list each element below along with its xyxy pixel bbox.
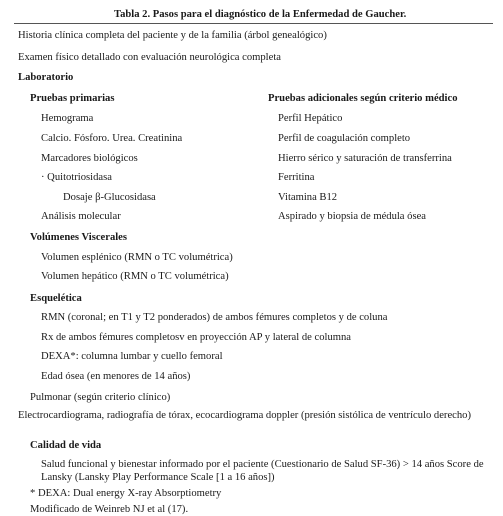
esqueletica-heading: Esquelética (30, 293, 82, 304)
esqueletica-item: Edad ósea (en menores de 14 años) (41, 371, 191, 382)
historia-row: Historia clínica completa del paciente y de la familia (árbol genealógico) (18, 30, 327, 41)
table-2-frame (14, 5, 493, 515)
table-title: Tabla 2. Pasos para el diagnóstico de la Enfermedad de Gaucher. (114, 9, 407, 20)
adicionales-heading: Pruebas adicionales según criterio médico (268, 93, 458, 104)
esqueletica-item: DEXA*: columna lumbar y cuello femoral (41, 351, 223, 362)
calidad-text: Salud funcional y bienestar informado por el paciente (Cuestionario de Salud SF-36) > 14 años Score de Lansky (Lansky Play Performance Scale [1 a 16 años]) (41, 459, 484, 483)
esqueletica-item: Rx de ambos fémures completosv en proyección AP y lateral de columna (41, 332, 351, 343)
dexa-footnote: * DEXA: Dual energy X-ray Absorptiometry (30, 488, 222, 499)
primarias-item: Calcio. Fósforo. Urea. Creatinina (41, 133, 183, 144)
laboratorio-heading: Laboratorio (18, 72, 74, 83)
adicionales-item: Ferritina (278, 172, 315, 183)
top-rule (14, 23, 493, 24)
adicionales-item: Perfil de coagulación completo (278, 133, 411, 144)
electro-row: Electrocardiograma, radiografía de tórax, ecocardiograma doppler (presión sistólica de ventrículo derecho) (18, 410, 471, 421)
primarias-item: Análisis molecular (41, 211, 121, 222)
pulmonar-row: Pulmonar (según criterio clínico) (30, 392, 171, 403)
examen-row: Examen físico detallado con evaluación neurológica completa (18, 52, 281, 63)
adicionales-item: Aspirado y biopsia de médula ósea (278, 211, 426, 222)
primarias-item: Marcadores biológicos (41, 153, 138, 164)
source-note: Modificado de Weinreb NJ et al (17). (30, 504, 189, 515)
primarias-heading: Pruebas primarias (30, 93, 115, 104)
adicionales-item: Perfil Hepático (278, 113, 343, 124)
volumenes-heading: Volúmenes Viscerales (30, 232, 128, 243)
adicionales-item: Vitamina B12 (278, 192, 338, 203)
calidad-heading: Calidad de vida (30, 440, 102, 451)
esqueletica-item: RMN (coronal; en T1 y T2 ponderados) de ambos fémures completos y de coluna (41, 312, 388, 323)
adicionales-item: Hierro sérico y saturación de transferrina (278, 153, 452, 164)
volumenes-item: Volumen esplénico (RMN o TC volumétrica) (41, 252, 233, 263)
primarias-item: Hemograma (41, 113, 94, 124)
volumenes-item: Volumen hepático (RMN o TC volumétrica) (41, 271, 229, 282)
primarias-item: Dosaje β-Glucosidasa (63, 192, 156, 203)
primarias-item: · Quitotriosidasa (41, 172, 112, 183)
